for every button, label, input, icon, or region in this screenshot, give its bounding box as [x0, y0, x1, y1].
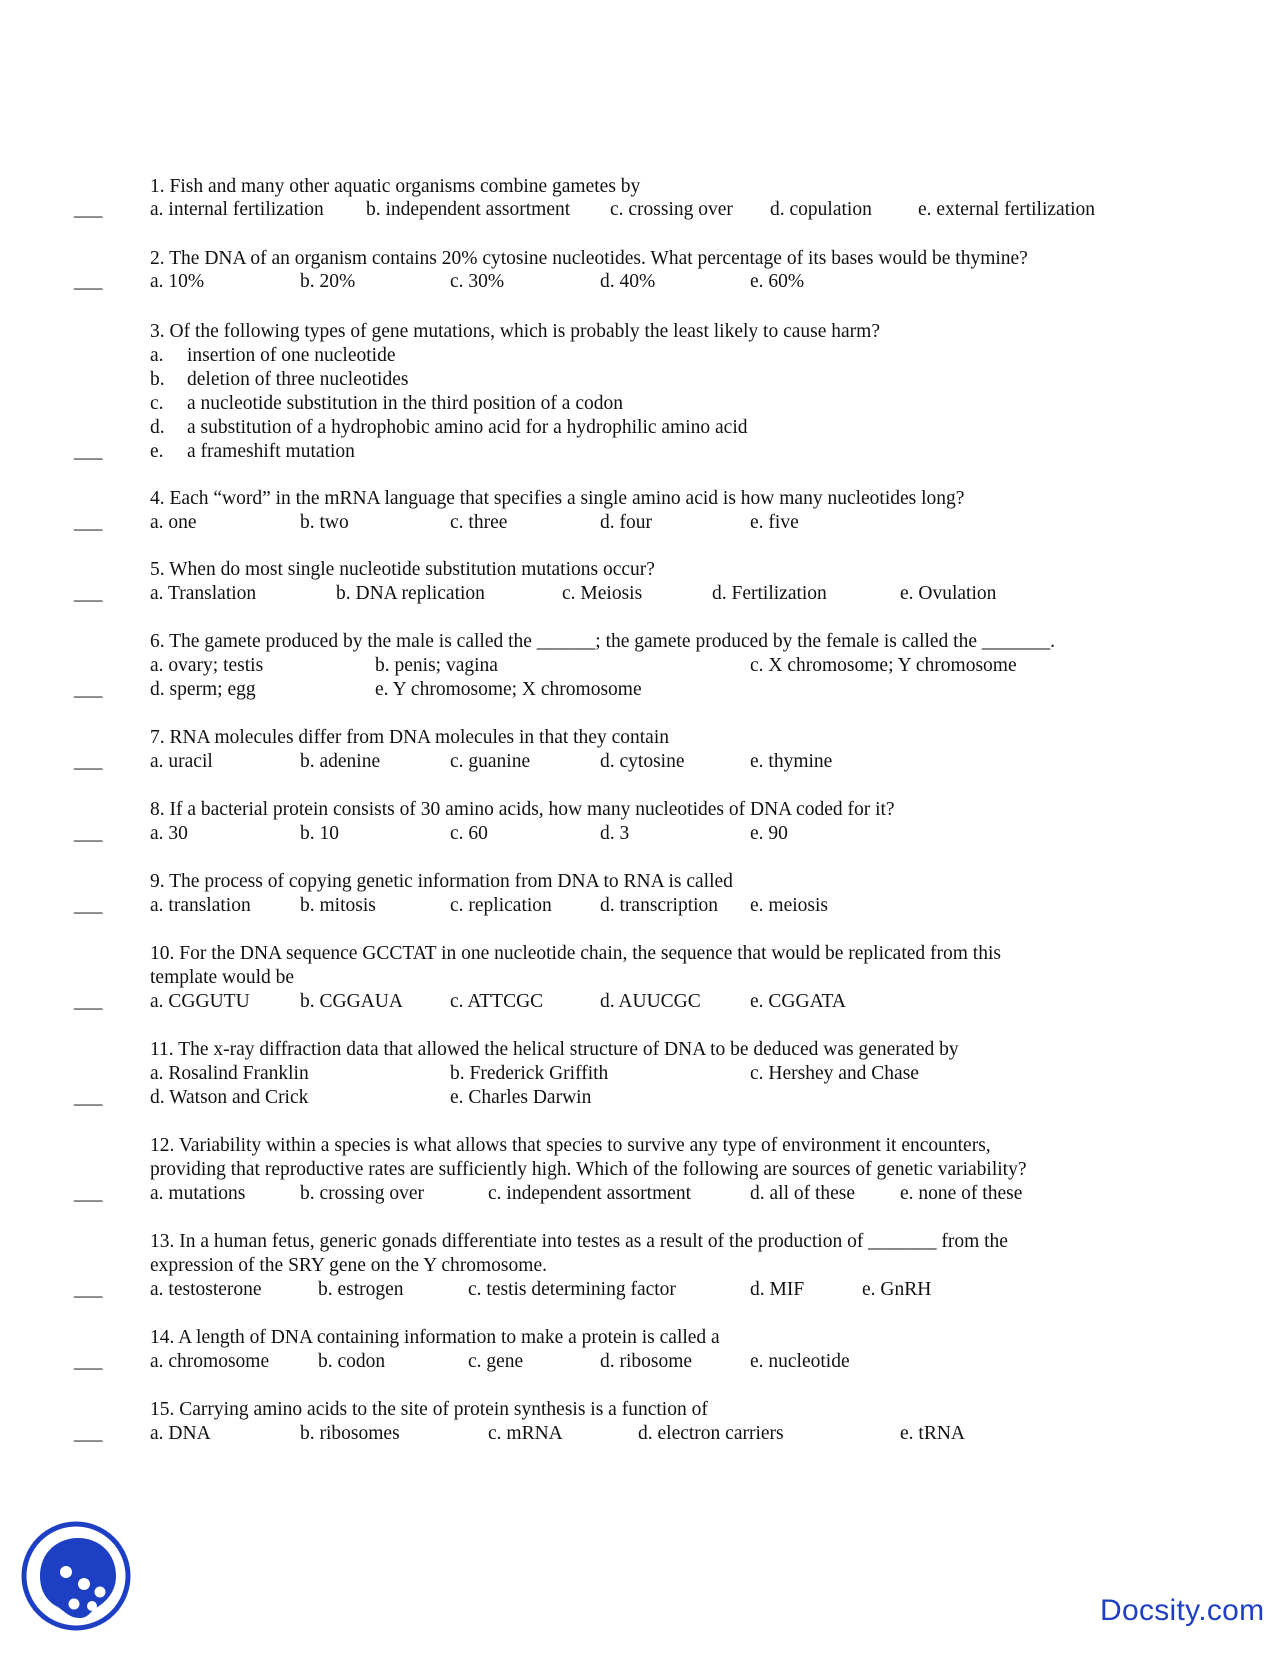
option-e: e. GnRH: [862, 1279, 932, 1300]
question-stem: 14. A length of DNA containing information to make a protein is called a: [150, 1327, 720, 1348]
option-b: b. CGGAUA: [300, 991, 403, 1012]
option-b: b. two: [300, 512, 349, 533]
option-e: e. Ovulation: [900, 583, 997, 604]
option-d: d. all of these: [750, 1183, 856, 1204]
option-c: c. 30%: [450, 271, 505, 292]
option-d: d. MIF: [750, 1279, 805, 1300]
option-c: c. guanine: [450, 751, 531, 772]
question-stem-continued: providing that reproductive rates are sufficiently high. Which of the following are sources of genetic variability?: [150, 1159, 1027, 1180]
answer-blank[interactable]: ___: [74, 823, 103, 844]
option-e: e. none of these: [900, 1183, 1023, 1204]
option-a: a. Rosalind Franklin: [150, 1063, 309, 1084]
option-c: c. X chromosome; Y chromosome: [750, 655, 1017, 676]
answer-blank[interactable]: ___: [74, 583, 103, 604]
option-c: c. testis determining factor: [468, 1279, 676, 1300]
option-a: a. uracil: [150, 751, 213, 772]
option-d: d. sperm; egg: [150, 679, 256, 700]
question-stem: 15. Carrying amino acids to the site of protein synthesis is a function of: [150, 1399, 708, 1420]
question-stem: 12. Variability within a species is what allows that species to survive any type of environment it encounters,: [150, 1135, 991, 1156]
question-stem: 11. The x-ray diffraction data that allowed the helical structure of DNA to be deduced was generated by: [150, 1039, 959, 1060]
option-a: a. ovary; testis: [150, 655, 264, 676]
question-stem: 1. Fish and many other aquatic organisms combine gametes by: [150, 176, 641, 197]
option-c: c. Meiosis: [562, 583, 643, 604]
answer-blank[interactable]: ___: [74, 512, 103, 533]
question-stem: 6. The gamete produced by the male is called the ______; the gamete produced by the female is called the _______.: [150, 631, 1056, 652]
option-e: e. 90: [750, 823, 788, 844]
option-b: b. adenine: [300, 751, 381, 772]
answer-blank[interactable]: ___: [74, 441, 103, 462]
option-b: b. 10: [300, 823, 339, 844]
option-a: a. testosterone: [150, 1279, 262, 1300]
option-e: e. external fertilization: [918, 199, 1096, 220]
option-c: c. replication: [450, 895, 552, 916]
option-d: a substitution of a hydrophobic amino acid for a hydrophilic amino acid: [187, 417, 748, 438]
option-c: c. mRNA: [488, 1423, 563, 1444]
option-e-letter: e.: [150, 441, 164, 462]
option-d-letter: d.: [150, 417, 165, 438]
answer-blank[interactable]: ___: [74, 1423, 103, 1444]
option-d: d. cytosine: [600, 751, 685, 772]
option-a: a. chromosome: [150, 1351, 270, 1372]
option-d: d. 40%: [600, 271, 656, 292]
answer-blank[interactable]: ___: [74, 1279, 103, 1300]
option-c: a nucleotide substitution in the third position of a codon: [187, 393, 623, 414]
option-a: a. mutations: [150, 1183, 246, 1204]
option-d: d. electron carriers: [638, 1423, 784, 1444]
option-a: a. translation: [150, 895, 251, 916]
option-c: c. Hershey and Chase: [750, 1063, 919, 1084]
question-stem: 5. When do most single nucleotide substitution mutations occur?: [150, 559, 655, 580]
answer-blank[interactable]: ___: [74, 679, 103, 700]
option-a: a. Translation: [150, 583, 257, 604]
option-c: c. 60: [450, 823, 488, 844]
answer-blank[interactable]: ___: [74, 271, 103, 292]
option-d: d. Fertilization: [712, 583, 827, 604]
question-stem-continued: template would be: [150, 967, 295, 988]
option-e: e. Charles Darwin: [450, 1087, 592, 1108]
option-c: c. three: [450, 512, 508, 533]
option-b: b. crossing over: [300, 1183, 425, 1204]
option-b: b. penis; vagina: [375, 655, 498, 676]
question-stem: 8. If a bacterial protein consists of 30 amino acids, how many nucleotides of DNA coded for it?: [150, 799, 895, 820]
option-d: d. Watson and Crick: [150, 1087, 309, 1108]
option-c: c. crossing over: [610, 199, 733, 220]
option-a: a. 10%: [150, 271, 205, 292]
option-e: e. 60%: [750, 271, 805, 292]
question-stem: 2. The DNA of an organism contains 20% cytosine nucleotides. What percentage of its bases would be thymine?: [150, 248, 1028, 269]
question-stem: 9. The process of copying genetic information from DNA to RNA is called: [150, 871, 733, 892]
answer-blank[interactable]: ___: [74, 895, 103, 916]
question-stem: 10. For the DNA sequence GCCTAT in one nucleotide chain, the sequence that would be replicated from this: [150, 943, 1001, 964]
option-a: a. internal fertilization: [150, 199, 324, 220]
option-e: e. nucleotide: [750, 1351, 850, 1372]
option-d: d. four: [600, 512, 652, 533]
option-b: b. ribosomes: [300, 1423, 400, 1444]
option-c-letter: c.: [150, 393, 164, 414]
answer-blank[interactable]: ___: [74, 1087, 103, 1108]
option-b: b. DNA replication: [336, 583, 485, 604]
option-b: b. Frederick Griffith: [450, 1063, 609, 1084]
answer-blank[interactable]: ___: [74, 991, 103, 1012]
option-d: d. copulation: [770, 199, 872, 220]
question-stem: 13. In a human fetus, generic gonads differentiate into testes as a result of the production of _______ from the: [150, 1231, 1008, 1252]
option-b: b. independent assortment: [366, 199, 571, 220]
question-stem: 7. RNA molecules differ from DNA molecules in that they contain: [150, 727, 669, 748]
docsity-logo-icon: [20, 1520, 132, 1632]
docsity-brand-link[interactable]: Docsity.com: [1100, 1594, 1265, 1627]
option-e: e. Y chromosome; X chromosome: [375, 679, 642, 700]
option-d: d. ribosome: [600, 1351, 693, 1372]
option-b-letter: b.: [150, 369, 165, 390]
option-d: d. transcription: [600, 895, 719, 916]
answer-blank[interactable]: ___: [74, 1183, 103, 1204]
answer-blank[interactable]: ___: [74, 751, 103, 772]
option-a: a. 30: [150, 823, 188, 844]
option-a: insertion of one nucleotide: [187, 345, 396, 366]
option-b: b. estrogen: [318, 1279, 404, 1300]
option-d: d. AUUCGC: [600, 991, 701, 1012]
option-e: e. CGGATA: [750, 991, 846, 1012]
question-stem-continued: expression of the SRY gene on the Y chromosome.: [150, 1255, 547, 1276]
option-b: b. mitosis: [300, 895, 376, 916]
option-c: c. ATTCGC: [450, 991, 544, 1012]
option-e: e. tRNA: [900, 1423, 965, 1444]
question-stem: 3. Of the following types of gene mutations, which is probably the least likely to cause harm?: [150, 321, 880, 342]
option-e: e. meiosis: [750, 895, 828, 916]
option-a-letter: a.: [150, 345, 164, 366]
answer-blank[interactable]: ___: [74, 1351, 103, 1372]
option-a: a. one: [150, 512, 197, 533]
option-a: a. CGGUTU: [150, 991, 250, 1012]
option-b: b. 20%: [300, 271, 356, 292]
option-c: c. gene: [468, 1351, 524, 1372]
option-e: a frameshift mutation: [187, 441, 355, 462]
option-e: e. five: [750, 512, 799, 533]
answer-blank[interactable]: ___: [74, 199, 103, 220]
option-d: d. 3: [600, 823, 630, 844]
question-stem: 4. Each “word” in the mRNA language that specifies a single amino acid is how many nucleotides long?: [150, 488, 965, 509]
option-e: e. thymine: [750, 751, 833, 772]
option-b: b. codon: [318, 1351, 386, 1372]
option-a: a. DNA: [150, 1423, 211, 1444]
option-b: deletion of three nucleotides: [187, 369, 409, 390]
option-c: c. independent assortment: [488, 1183, 692, 1204]
